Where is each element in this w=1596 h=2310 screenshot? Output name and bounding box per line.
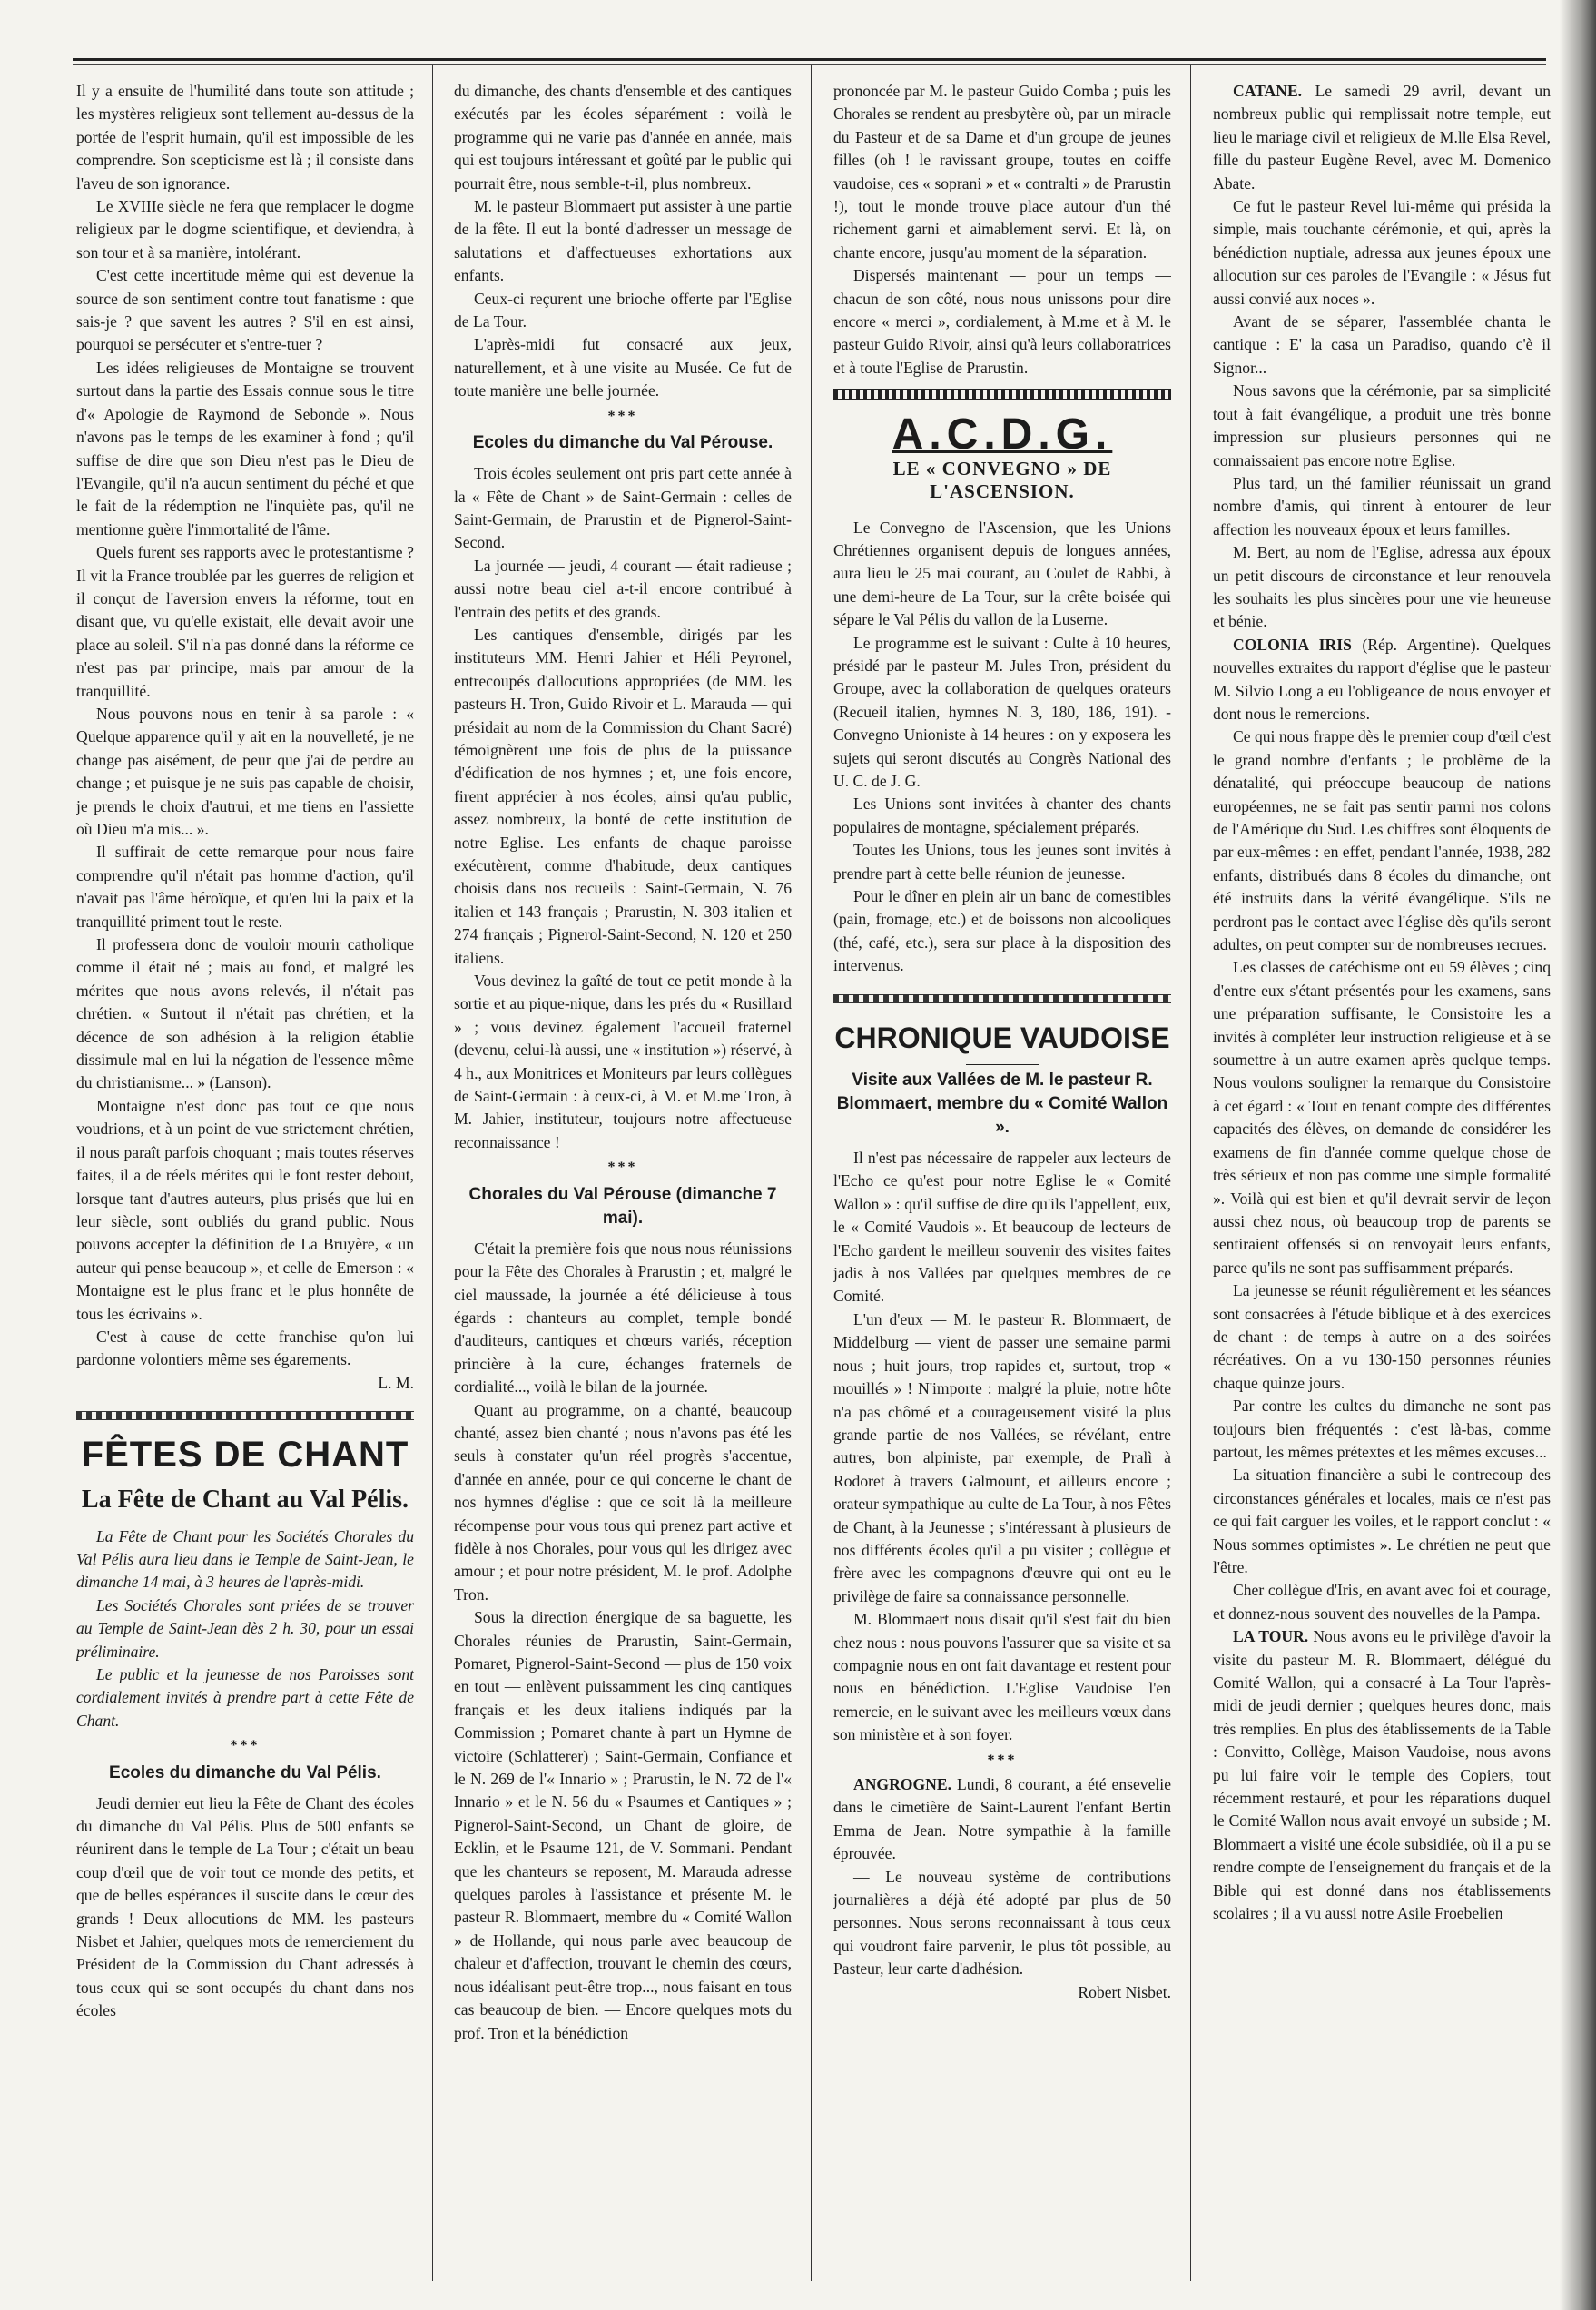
signature: L. M. — [378, 1373, 414, 1392]
signature: Robert Nisbet. — [1078, 1982, 1171, 2001]
paragraph — [1213, 1625, 1551, 1925]
paragraph: Pour le dîner en plein air un banc de comestibles (pain, fromage, etc.) et de boissons non alcooliques (thé, café, etc.), sera sur place à la disposition des intervenus. — [833, 887, 1171, 975]
section-title-fetes: FÊTES DE CHANT — [81, 1435, 409, 1476]
ornament-divider — [833, 994, 1171, 1003]
column-1 — [76, 80, 414, 2286]
paragraph-text: Lundi, 8 courant, a été ensevelie dans le cimetière de Saint-Laurent l'enfant Bertin Emma de Jean. Notre sympathie à la famille éprouvée. — [833, 1775, 1171, 1863]
paragraph-text: (Rép. Argentine). Quelques nouvelles extraites du rapport d'église que le pasteur M. Silvio Long a eu l'obligeance de nous envoyer et dont nous le remercions. — [1213, 635, 1551, 723]
subheading: Chorales du Val Pérouse (dimanche 7 mai). — [468, 1184, 777, 1228]
paragraph: Il y a ensuite de l'humilité dans toute son attitude ; les mystères religieux sont tellement au-dessus de la portée de l'esprit humain, qu'il est impossible de les comprendre. Son scepticisme est là ; il consiste dans l'aveu de son ignorance. — [76, 82, 414, 192]
paragraph — [1213, 80, 1551, 195]
paragraph: Les Unions sont invitées à chanter des chants populaires de montagne, spécialement préparés. — [833, 795, 1171, 836]
subheading: Visite aux Vallées de M. le pasteur R. Blommaert, membre du « Comité Wallon ». — [836, 1071, 1168, 1138]
section-title-chronique: CHRONIQUE VAUDOISE — [834, 1021, 1170, 1054]
paragraph — [833, 1773, 1171, 1866]
paragraph: Nous savons que la cérémonie, par sa simplicité tout à fait évangélique, a produit une très bonne impression sur plusieurs personnes qui ne connaissaient pas encore notre Eglise. — [1213, 381, 1551, 469]
place-lead: LA TOUR. — [1233, 1627, 1309, 1646]
paragraph: Nous pouvons nous en tenir à sa parole : « Quelque apparence qu'il y ait en la nouvelleté, je ne change pas aisément, de peur que j'ai de perdre au change ; et puisque je ne suis pas capable de choisir, je prends le choix d'autrui, et me tiens en l'assiette où Dieu m'a mis... ». — [76, 704, 414, 838]
paragraph: Montaigne n'est donc pas tout ce que nous voudrions, et à un point de vue strictement chrétien, il nous paraît parfois choquant ; mais toutes réserves faites, il a de réels mérites qui le font rester debout, lorsque tant d'autres auteurs, plus prisés que lui en leur siècle, sont oubliés du grand public. Nous pouvons accepter la définition de La Bruyère, « un auteur qui pense beaucoup », et celle de Emerson : « Montaigne est le plus franc et le plus honnête de tous les écrivains ». — [76, 1096, 414, 1323]
paragraph: Ce qui nous frappe dès le premier coup d'œil c'est le grand nombre d'enfants ; le problème de la dénatalité, qui préoccupe beaucoup de nations européennes, ne se fait pas sentir parmi nos colons de l'Amérique du Sud. Les chiffres sont éloquents de par eux-mêmes : en effet, pendant l'année, 1938, 282 enfants, distribués dans 8 écoles du dimanche, ont été instruits dans la vérité évangélique. S'ils ne perdront pas le contact avec l'église dès qu'ils seront adultes, on peut compter sur de nombreuses recrues. — [1213, 727, 1551, 954]
title-rule — [966, 1064, 1039, 1065]
paragraph: Il suffirait de cette remarque pour nous faire comprendre qu'il n'était pas homme d'action, qu'il n'avait pas l'âme héroïque, et qu'en lui la paix et la tranquillité priment tout le reste. — [76, 843, 414, 931]
paragraph: Il professera donc de vouloir mourir catholique comme il était né ; mais au fond, et malgré les mérites que nous avons relevés, il n'était pas chrétien. « Surtout il n'était pas chrétien, et la décence de son adhésion à la religion établie dissimule mal en lui la négation de l'essence même du christianisme... » (Lanson). — [76, 935, 414, 1092]
paragraph-text: Le samedi 29 avril, devant un nombreux public qui remplissait notre temple, eut lieu le mariage civil et religieux de M.lle Elsa Revel, fille du pasteur Eugène Revel, avec M. Domenico Abate. — [1213, 82, 1551, 192]
paragraph — [1213, 634, 1551, 726]
paragraph: L'un d'eux — M. le pasteur R. Blommaert, de Middelburg — vient de passer une semaine parmi nous ; huit jours, trop rapides et, surtout, trop « mouillés » ! N'importe : malgré la pluie, notre hôte n'a pas chômé et a courageusement visité la plus grande partie de nos Vallées, se révélant, entre autres, bon alpiniste, par exemple, de Pralì à Rodoret à travers Galmount, et ailleurs encore ; orateur sympathique au culte de La Tour, à nos Fêtes de Chant, à la Jeunesse ; s'intéressant à plusieurs de nos différents écoles qu'il a pu visiter ; collègue et frère avec les compagnons d'œuvre qui ont eu le privilège de faire sa connaissance personnelle. — [833, 1309, 1171, 1605]
paragraph: M. le pasteur Blommaert put assister à une partie de la fête. Il eut la bonté d'adresser un message de salutations et d'affectueuses exhortations aux enfants. — [454, 197, 792, 285]
paragraph: prononcée par M. le pasteur Guido Comba ; puis les Chorales se rendent au presbytère où, par un miracle du Pasteur et de sa Dame et d'un groupe de jeunes filles (oh ! le ravissant groupe, toutes en coiffe vaudoise, ces « soprani » et « contralti » de Prarustin !), tout le monde trouve place autour d'un thé richement garni et aimablement servi. Et là, on chante encore, jusqu'au moment de la séparation. — [833, 82, 1171, 262]
separator-stars: *** — [987, 1752, 1018, 1768]
notice: La Fête de Chant pour les Sociétés Chorales du Val Pélis aura lieu dans le Temple de Saint-Jean, le dimanche 14 mai, à 3 heures de l'après-midi. — [76, 1526, 414, 1592]
paragraph: Il n'est pas nécessaire de rappeler aux lecteurs de l'Echo ce qu'est pour notre Eglise le « Comité Wallon » : qu'il suffise de dire qu'ils l'appellent, eux, le « Comité Vaudois ». Et beaucoup de lecteurs de l'Echo gardent le meilleur souvenir des visites faites jadis à nos Vallées par quelques membres de ce Comité. — [833, 1149, 1171, 1306]
place-lead: CATANE. — [1233, 82, 1303, 100]
place-lead: ANGROGNE. — [853, 1775, 952, 1793]
ornament-divider — [76, 1411, 414, 1420]
paragraph: M. Blommaert nous disait qu'il s'est fait du bien chez nous : nous pouvons l'assurer que sa visite et sa compagnie nous en ont fait davantage et restent pour nous en bénédiction. L'Eglise Vaudoise l'en remercie, en le suivant avec les meilleurs vœux dans son ministère et à son foyer. — [833, 1610, 1171, 1744]
header-rule-thin — [73, 64, 1546, 65]
paragraph: Toutes les Unions, tous les jeunes sont invités à prendre part à cette belle réunion de jeunesse. — [833, 841, 1171, 883]
section-title-acdg: A.C.D.G. — [892, 410, 1113, 459]
paragraph: Trois écoles seulement ont pris part cette année à la « Fête de Chant » de Saint-Germain : celles de Saint-Germain, de Prarustin et de Pignerol-Saint-Second. — [454, 464, 792, 552]
paragraph: Plus tard, un thé familier réunissait un grand nombre d'amis, qui tinrent à entourer de leur affection les nouveaux époux et leurs familles. — [1213, 473, 1551, 538]
column-3 — [833, 80, 1171, 2286]
paragraph: Les idées religieuses de Montaigne se trouvent surtout dans la partie des Essais connue sous le titre d'« Apologie de Raymond de Sebonde ». Nous n'avons pas le temps de les examiner à fond ; qu'il suffise de dire que son Dieu n'est pas le Dieu de l'Evangile, qu'il n'a aucun sentiment du péché et que le fait de la rédemption ne l'inquiète pas, qu'il ne mentionne guère l'immortalité de l'âme. — [76, 358, 414, 538]
separator-stars: *** — [230, 1738, 261, 1754]
subheading: Ecoles du dimanche du Val Pérouse. — [472, 433, 773, 453]
paragraph: C'est à cause de cette franchise qu'on lui pardonne volontiers même ses égarements. — [76, 1327, 414, 1369]
separator-stars: *** — [607, 408, 638, 424]
column-divider — [1190, 65, 1191, 2281]
paragraph: C'est cette incertitude même qui est devenue la source de son sentiment contre tout fanatisme : que sais-je ? que savent les autres ? S'il en est ainsi, pourquoi se persécuter et s'entre-tuer ? — [76, 266, 414, 354]
ornament-divider — [833, 389, 1171, 400]
paragraph: Dispersés maintenant — pour un temps — chacun de son côté, nous nous unissons pour dire encore « merci », cordialement, à M.me et à M. le pasteur Guido Rivoir, ainsi qu'à leurs collaboratrices et à toute l'Eglise de Prarustin. — [833, 266, 1171, 377]
header-rule — [73, 58, 1546, 61]
notice: Les Sociétés Chorales sont priées de se trouver au Temple de Saint-Jean dès 2 h. 30, pour un essai préliminaire. — [76, 1595, 414, 1661]
paragraph: Vous devinez la gaîté de tout ce petit monde à la sortie et au pique-nique, dans les prés du « Rusillard » ; vous devinez également l'accueil fraternel (devenu, celui-là aussi, une « institution ») réservé, à 4 h., aux Monitrices et Moniteurs par leurs collègues de Saint-Germain : à ceux-ci, à M. et M.me Tron, à M. Jahier, instituteur, toujours notre affectueuse reconnaissance ! — [454, 972, 792, 1151]
paragraph: du dimanche, des chants d'ensemble et des cantiques exécutés par les écoles séparément : voilà le programme qui ne varie pas d'année en année, mais qui est toujours intéressant et goûté par le public qui pourrait être, nous semble-t-il, plus nombreux. — [454, 82, 792, 192]
paragraph: La journée — jeudi, 4 courant — était radieuse ; aussi notre beau ciel a-t-il encore contribué à l'entrain des petits et des grands. — [454, 556, 792, 621]
paragraph: La situation financière a subi le contrecoup des circonstances générales et locales, mais ce n'est pas ce qui fait carguer les voiles, et le rapport conclut : « Nous sommes optimistes ». Le chrétien ne peut que l'être. — [1213, 1466, 1551, 1576]
article-title-convegno: LE « CONVEGNO » DE L'ASCENSION. — [892, 457, 1112, 503]
paragraph: Jeudi dernier eut lieu la Fête de Chant des écoles du dimanche du Val Pélis. Plus de 500 enfants se réunirent dans le temple de La Tour ; c'était un beau coup d'œil que de voir tout ce monde des petits, et que de belles espérances il suscite dans le cœur des grands ! Deux allocutions de MM. les pasteurs Nisbet et Jahier, quelques mots de remerciement du Président de la Commission du Chant adressés à tous ceux qui se sont occupés du chant dans nos écoles — [76, 1793, 414, 2020]
article-title-pelis: La Fête de Chant au Val Pélis. — [81, 1485, 409, 1514]
paragraph: Par contre les cultes du dimanche ne sont pas toujours bien fréquentés : c'est là-bas, comme partout, les mêmes prétextes et les mêmes excuses... — [1213, 1397, 1551, 1461]
column-2 — [454, 80, 792, 2286]
column-divider — [432, 65, 433, 2281]
paragraph: Les cantiques d'ensemble, dirigés par les instituteurs MM. Henri Jahier et Héli Peyronel, entrecoupés d'allocutions appropriées (de MM. les pasteurs H. Tron, Guido Rivoir et L. Marauda — qui présidait au nom de la Commission du Chant Sacré) témoignèrent une fois de plus de la puissance d'édification de nos hymnes ; et, une fois encore, firent apprécier à nos écoles, ainsi qu'au public, assez nombreux, la bonté de cette institution de notre Eglise. Les enfants de chaque paroisse exécutèrent, comme d'habitude, deux cantiques choisis dans nos recueils : Saint-Germain, N. 76 italien et 143 français ; Prarustin, N. 303 italien et 274 français ; Pignerol-Saint-Second, N. 120 et 250 italiens. — [454, 625, 792, 967]
paragraph: Les classes de catéchisme ont eu 59 élèves ; cinq d'entre eux s'étant présentés pour les examens, sans une préparation suffisante, le Consistoire les a invités à compléter leur instruction religieuse et à se soumettre à un autre examen après quelque temps. Nous voulons souligner la remarque du Consistoire à cet égard : « Tout en tenant compte des différentes capacités des élèves, on demande de considérer les examens de fin d'année comme quelque chose de très sérieux et non pas comme une simple formalité ». Voilà qui est bien et qu'il devrait servir de leçon aussi chez nous, où beaucoup trop de parents se sentiraient offensés si on renvoyait leurs enfants, parce qu'ils ne sont pas suffisamment préparés. — [1213, 958, 1551, 1277]
paragraph: Le Convegno de l'Ascension, que les Unions Chrétiennes organisent depuis de longues années, aura lieu le 25 mai courant, au Coulet de Rabbi, à une demi-heure de La Tour, sur la crête boisée qui sépare le Val Pélis du vallon de la Luserne. — [833, 518, 1171, 629]
binding-shadow — [1560, 0, 1596, 2310]
paragraph: C'était la première fois que nous nous réunissions pour la Fête des Chorales à Prarustin ; et, malgré le ciel maussade, la journée a été délicieuse à tous égards : chanteurs au complet, temple bondé d'auditeurs, cantiques et chœurs variés, réception princière à la cure, échanges fraternels de cordialité..., voilà le bilan de la journée. — [454, 1239, 792, 1397]
paragraph: Sous la direction énergique de sa baguette, les Chorales réunies de Prarustin, Saint-Germain, Pomaret, Pignerol-Saint-Second — plus de 150 voix en tout — enlèvent puissamment les cinq cantiques français et les deux italiens indiqués par la Commission ; Pomaret chante à part un Hymne de victoire (Schlatterer) ; Saint-Germain, Confiance et le N. 269 de l'« Innario » ; Prarustin, le N. 72 de l'« Innario » et le N. 56 du « Psaumes et Cantiques » ; Pignerol-Saint-Second, un Chant de gloire, de Ecklin, et le Psaume 121, de V. Sommani. Pendant que les chanteurs se reposent, M. Marauda adresse quelques paroles à l'assistance et présente M. le pasteur R. Blommaert, membre du « Comité Wallon » de Hollande, qui nous parle avec beaucoup de chaleur et d'affection, trouvant le chemin des cœurs, nous idéalisant peut-être trop..., nous faisant en tous cas beaucoup de bien. — Encore quelques mots du prof. Tron et la bénédiction — [454, 1608, 792, 2042]
column-divider — [811, 65, 812, 2281]
paragraph: Avant de se séparer, l'assemblée chanta le cantique : E' la casa un Paradiso, quando c'è il Signor... — [1213, 312, 1551, 377]
paragraph: — Le nouveau système de contributions journalières a déjà été adopté par plus de 50 personnes. Nous serons reconnaissant à tous ceux qui voudront faire parvenir, le plus tôt possible, au Pasteur, leur carte d'adhésion. — [833, 1867, 1171, 1979]
paragraph: L'après-midi fut consacré aux jeux, naturellement, et à une visite au Musée. Ce fut de toute manière une belle journée. — [454, 335, 792, 400]
paragraph: Ce fut le pasteur Revel lui-même qui présida la simple, mais touchante cérémonie, et qui, après la bénédiction nuptiale, adressa aux jeunes époux une allocution sur ces paroles de l'Evangile : « Jésus fut aussi convié aux noces ». — [1213, 197, 1551, 308]
column-4 — [1213, 80, 1551, 2286]
separator-stars: *** — [607, 1160, 638, 1176]
paragraph: Ceux-ci reçurent une brioche offerte par l'Eglise de La Tour. — [454, 289, 792, 331]
paragraph-text: Nous avons eu le privilège d'avoir la visite du pasteur M. R. Blommaert, délégué du Comité Wallon, qui a consacré à La Tour l'après-midi de jeudi dernier ; quelques heures donc, mais très remplies. En plus des établissements de la Table : Convitto, Collège, Maison Vaudoise, nous avons pu lui faire voir le temple des Copiers, tout récemment restauré, et pour les réparations duquel le Comité Wallon nous avait envoyé un subside ; M. Blommaert a visité une école subsidiée, où il a pu se rendre compte de l'enseignement du français et de la Bible qui est donné dans nos établissements scolaires ; il a vu aussi notre Asile Froebelien — [1213, 1627, 1551, 1923]
paragraph: Le XVIIIe siècle ne fera que remplacer le dogme religieux par le dogme scientifique, et deviendra, à son tour et à sa manière, intolérant. — [76, 197, 414, 262]
paragraph: Cher collègue d'Iris, en avant avec foi et courage, et donnez-nous souvent des nouvelles de la Pampa. — [1213, 1581, 1551, 1623]
notice: Le public et la jeunesse de nos Paroisses sont cordialement invités à prendre part à cette Fête de Chant. — [76, 1665, 414, 1730]
subheading: Ecoles du dimanche du Val Pélis. — [109, 1762, 381, 1782]
paragraph: Quels furent ses rapports avec le protestantisme ? Il vit la France troublée par les guerres de religion et il conçut de l'aversion envers la réforme, tout en disant que, vu qu'elle existait, elle devait avoir une place au soleil. S'il n'a pas donné dans la réforme ce n'est pas par principe, mais par amour de la tranquillité. — [76, 543, 414, 700]
paragraph: M. Bert, au nom de l'Eglise, adressa aux époux un petit discours de circonstance et leur renouvela les souhaits les plus sincères pour une vie heureuse et bénie. — [1213, 543, 1551, 631]
paragraph: La jeunesse se réunit régulièrement et les séances sont consacrées à l'étude biblique et à des exercices de chant : de temps à autre on a des soirées récréatives. On a vu 130-150 personnes réunies chaque quinze jours. — [1213, 1281, 1551, 1392]
place-lead: COLONIA IRIS — [1233, 635, 1352, 654]
paragraph: Le programme est le suivant : Culte à 10 heures, présidé par le pasteur M. Jules Tron, président du Groupe, avec la collaboration de quelques orateurs (Recueil italien, hymnes N. 3, 180, 186, 191). - Convegno Unioniste à 14 heures : on y exposera les sujets qui seront discutés au Congrès National des U. C. de J. G. — [833, 633, 1171, 790]
paragraph: Quant au programme, on a chanté, beaucoup chanté, assez bien chanté ; nous n'avons pas été les seuls à constater qu'un réel progrès s'accentue, d'année en année, pour ce qui concerne le chant de nos hymnes d'église : que ce soit là la meilleure récompense pour vous tous qui prenez part active et fidèle à nos Chorales, pour vous qui les dirigez avec amour ; et pour notre président, M. le prof. Adolphe Tron. — [454, 1400, 792, 1604]
